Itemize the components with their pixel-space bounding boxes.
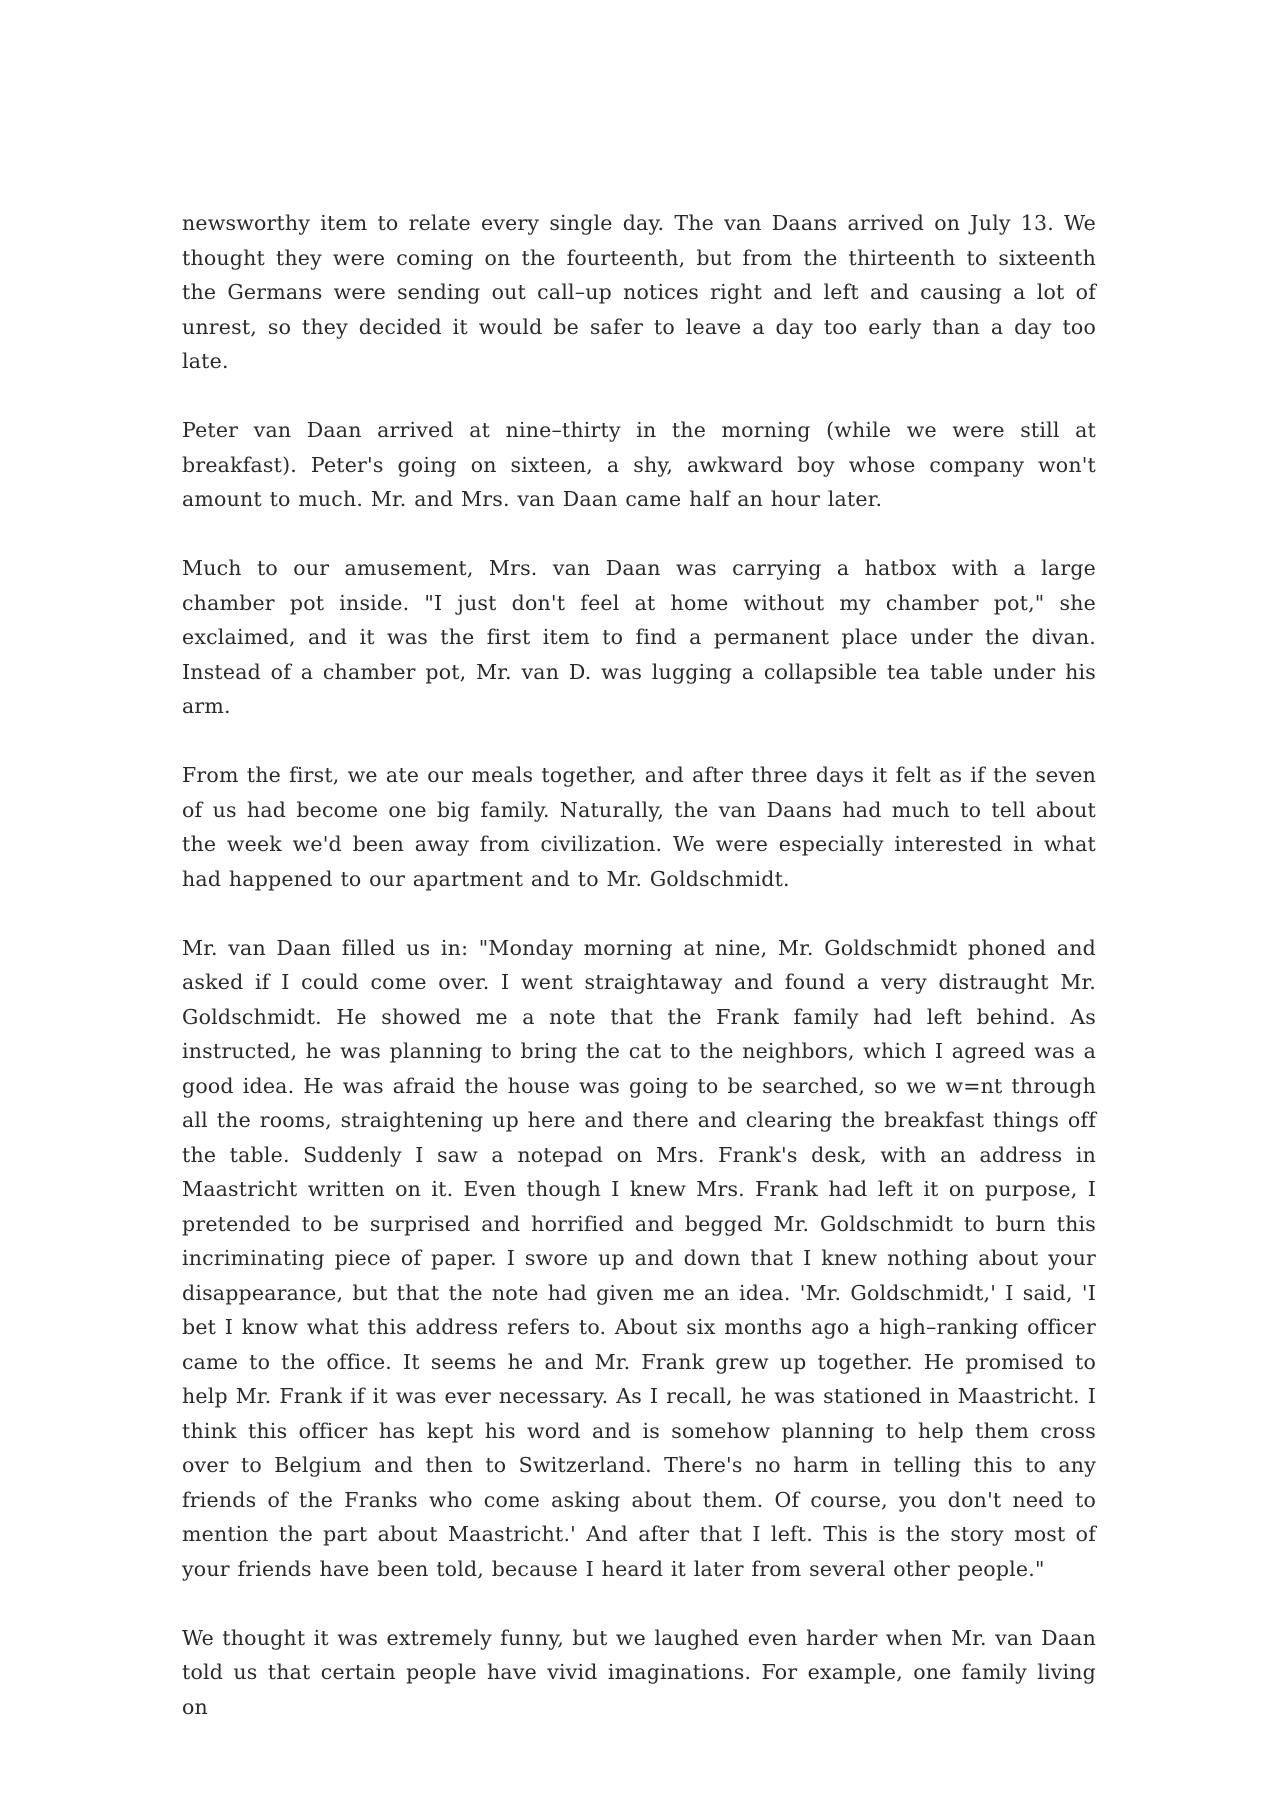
paragraph: newsworthy item to relate every single day. The van Daans arrived on July 13. We thought they were coming on the fourteenth, but from the thirteenth to sixteenth the Germans were sending out call–up notices right and left and causing a lot of unrest, so they decided it would be safer to leave a day too early than a day too late.	[182, 211, 1096, 373]
paragraph: Much to our amusement, Mrs. van Daan was carrying a hatbox with a large chamber pot inside. "I just don't feel at home without my chamber pot," she exclaimed, and it was the first item to find a permanent place under the divan. Instead of a chamber pot, Mr. van D. was lugging a collapsible tea table under his arm.	[182, 556, 1096, 718]
body-text	[182, 206, 1096, 1724]
paragraph: Peter van Daan arrived at nine–thirty in the morning (while we were still at breakfast). Peter's going on sixteen, a shy, awkward boy whose company won't amount to much. Mr. and Mrs. van Daan came half an hour later.	[182, 418, 1096, 511]
paragraph: Mr. van Daan filled us in: "Monday morning at nine, Mr. Goldschmidt phoned and asked if I could come over. I went straightaway and found a very distraught Mr. Goldschmidt. He showed me a note that the Frank family had left behind. As instructed, he was planning to bring the cat to the neighbors, which I agreed was a good idea. He was afraid the house was going to be searched, so we w=nt through all the rooms, straightening up here and there and clearing the breakfast things off the table. Suddenly I saw a notepad on Mrs. Frank's desk, with an address in Maastricht written on it. Even though I knew Mrs. Frank had left it on purpose, I pretended to be surprised and horrified and begged Mr. Goldschmidt to burn this incriminating piece of paper. I swore up and down that I knew nothing about your disappearance, but that the note had given me an idea. 'Mr. Goldschmidt,' I said, 'I bet I know what this address refers to. About six months ago a high–ranking officer came to the office. It seems he and Mr. Frank grew up together. He promised to help Mr. Frank if it was ever necessary. As I recall, he was stationed in Maastricht. I think this officer has kept his word and is somehow planning to help them cross over to Belgium and then to Switzerland. There's no harm in telling this to any friends of the Franks who come asking about them. Of course, you don't need to mention the part about Maastricht.' And after that I left. This is the story most of your friends have been told, because I heard it later from several other people."	[182, 935, 1096, 1581]
paragraph: We thought it was extremely funny, but we laughed even harder when Mr. van Daan told us that certain people have vivid imaginations. For example, one family living on	[182, 1625, 1096, 1719]
paragraph: From the first, we ate our meals together, and after three days it felt as if the seven of us had become one big family. Naturally, the van Daans had much to tell about the week we'd been away from civilization. We were especially interested in what had happened to our apartment and to Mr. Goldschmidt.	[182, 763, 1096, 891]
